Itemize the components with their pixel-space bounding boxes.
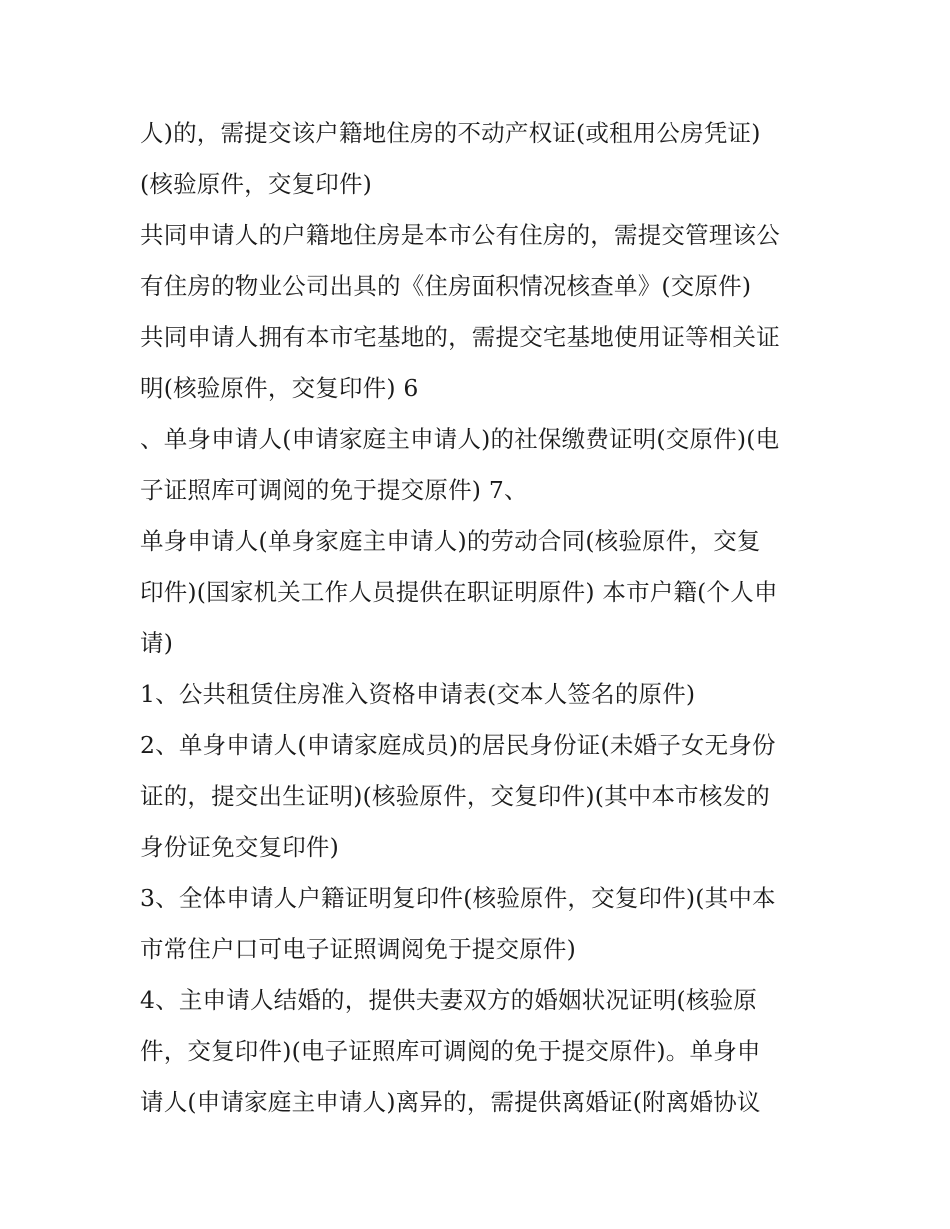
text-line-8: 子证照库可调阅的免于提交原件) 7、 — [140, 476, 528, 504]
document-body — [140, 108, 820, 1128]
text-line-17: 市常住户口可电子证照调阅免于提交原件) — [140, 935, 576, 963]
text-line-7: 、单身申请人(申请家庭主申请人)的社保缴费证明(交原件)(电 — [140, 425, 780, 453]
text-line-5: 共同申请人拥有本市宅基地的，需提交宅基地使用证等相关证 — [140, 323, 780, 351]
text-line-18: 4、主申请人结婚的，提供夫妻双方的婚姻状况证明(核验原 — [140, 986, 758, 1014]
text-line-19: 件，交复印件)(电子证照库可调阅的免于提交原件)。单身申 — [140, 1037, 761, 1065]
text-line-2: (核验原件，交复印件) — [140, 170, 373, 198]
text-line-14: 证的，提交出生证明)(核验原件，交复印件)(其中本市核发的 — [140, 782, 770, 810]
text-line-16: 3、全体申请人户籍证明复印件(核验原件，交复印件)(其中本 — [140, 884, 776, 912]
text-line-10: 印件)(国家机关工作人员提供在职证明原件) 本市户籍(个人申 — [140, 578, 778, 606]
text-line-3: 共同申请人的户籍地住房是本市公有住房的，需提交管理该公 — [140, 221, 780, 249]
text-line-1: 人)的，需提交该户籍地住房的不动产权证(或租用公房凭证) — [140, 119, 761, 147]
text-line-11: 请) — [140, 629, 174, 657]
text-line-6: 明(核验原件，交复印件) 6 — [140, 374, 419, 402]
text-line-20: 请人(申请家庭主申请人)离异的，需提供离婚证(附离婚协议 — [140, 1088, 761, 1116]
text-line-4: 有住房的物业公司出具的《住房面积情况核查单》(交原件) — [140, 272, 752, 300]
text-line-9: 单身申请人(单身家庭主申请人)的劳动合同(核验原件，交复 — [140, 527, 761, 555]
text-line-12: 1、公共租赁住房准入资格申请表(交本人签名的原件) — [140, 680, 696, 708]
text-line-15: 身份证免交复印件) — [140, 833, 339, 861]
text-line-13: 2、单身申请人(申请家庭成员)的居民身份证(未婚子女无身份 — [140, 731, 776, 759]
